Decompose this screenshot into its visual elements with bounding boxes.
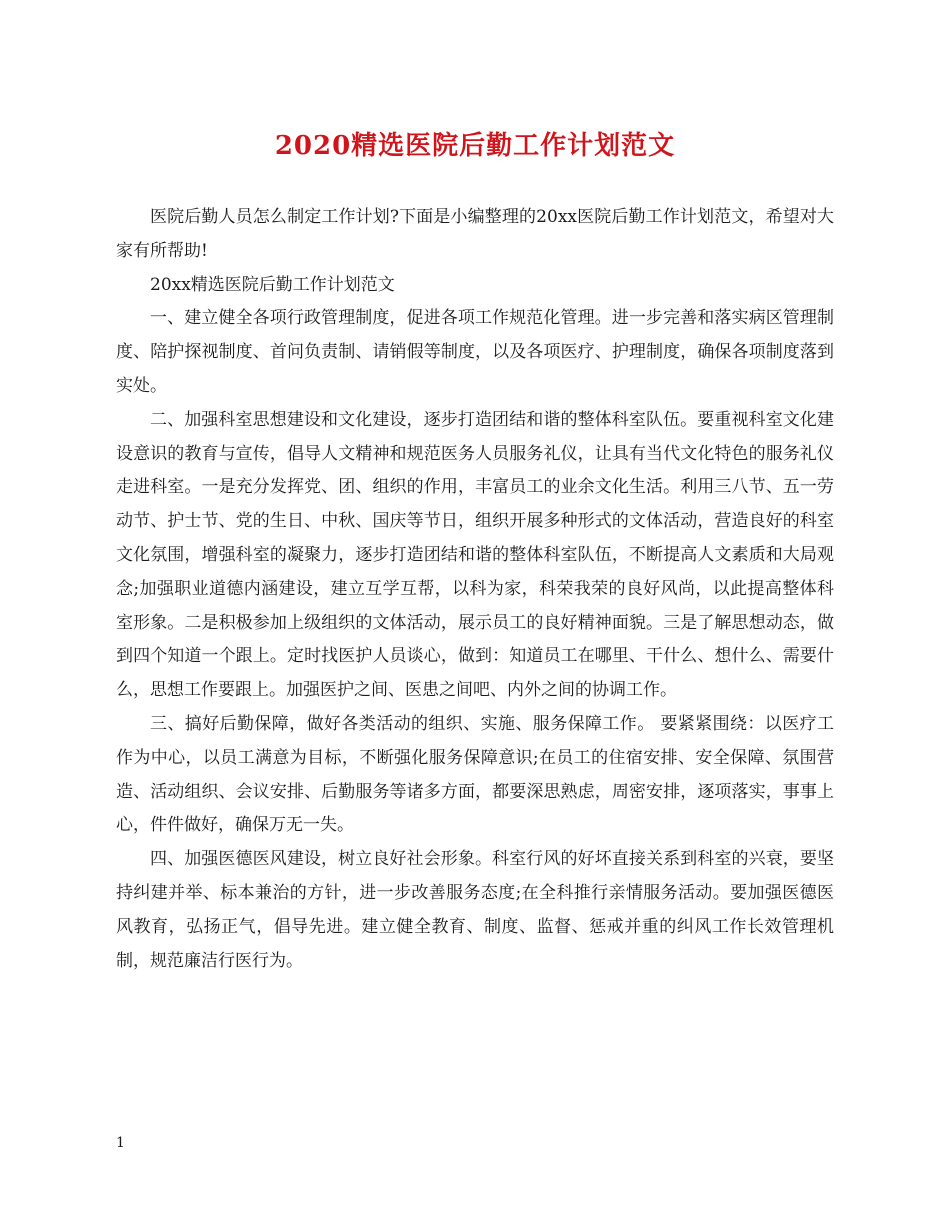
- paragraph-subtitle: 20xx精选医院后勤工作计划范文: [150, 274, 395, 295]
- paragraph-section-3: 三、搞好后勤保障，做好各类活动的组织、实施、服务保障工作。 要紧紧围绕：以医疗工作为中心，以员工满意为目标，不断强化服务保障意识;在员工的住宿安排、安全保障、氛围营造、活动组织、会议安排、后勤服务等诸多方面，都要深思熟虑，周密安排，逐项落实，事事上心，件件做好，确保万无一失。: [116, 713, 834, 836]
- paragraph-intro: 医院后勤人员怎么制定工作计划?下面是小编整理的20xx医院后勤工作计划范文，希望对大家有所帮助!: [116, 207, 834, 261]
- page-number: 1: [116, 1135, 125, 1151]
- paragraph-section-1: 一、建立健全各项行政管理制度，促进各项工作规范化管理。进一步完善和落实病区管理制度、陪护探视制度、首问负责制、请销假等制度，以及各项医疗、护理制度，确保各项制度落到实处。: [116, 308, 834, 396]
- document-title: 2020精选医院后勤工作计划范文: [274, 131, 676, 161]
- document-body: [116, 201, 834, 978]
- paragraph-section-4: 四、加强医德医风建设，树立良好社会形象。科室行风的好坏直接关系到科室的兴衰，要坚持纠建并举、标本兼治的方针，进一步改善服务态度;在全科推行亲情服务活动。要加强医德医风教育，弘扬正气，倡导先进。建立健全教育、制度、监督、惩戒并重的纠风工作长效管理机制，规范廉洁行医行为。: [116, 849, 834, 971]
- paragraph-section-2: 二、加强科室思想建设和文化建设，逐步打造团结和谐的整体科室队伍。要重视科室文化建设意识的教育与宣传，倡导人文精神和规范医务人员服务礼仪，让具有当代文化特色的服务礼仪走进科室。一是充分发挥党、团、组织的作用，丰富员工的业余文化生活。利用三八节、五一劳动节、护士节、党的生日、中秋、国庆等节日，组织开展多种形式的文体活动，营造良好的科室文化氛围，增强科室的凝聚力，逐步打造团结和谐的整体科室队伍，不断提高人文素质和大局观念;加强职业道德内涵建设，建立互学互帮，以科为家，科荣我荣的良好风尚，以此提高整体科室形象。二是积极参加上级组织的文体活动，展示员工的良好精神面貌。三是了解思想动态，做到四个知道一个跟上。定时找医护人员谈心，做到：知道员工在哪里、干什么、想什么、需要什么，思想工作要跟上。加强医护之间、医患之间吧、内外之间的协调工作。: [116, 409, 834, 701]
